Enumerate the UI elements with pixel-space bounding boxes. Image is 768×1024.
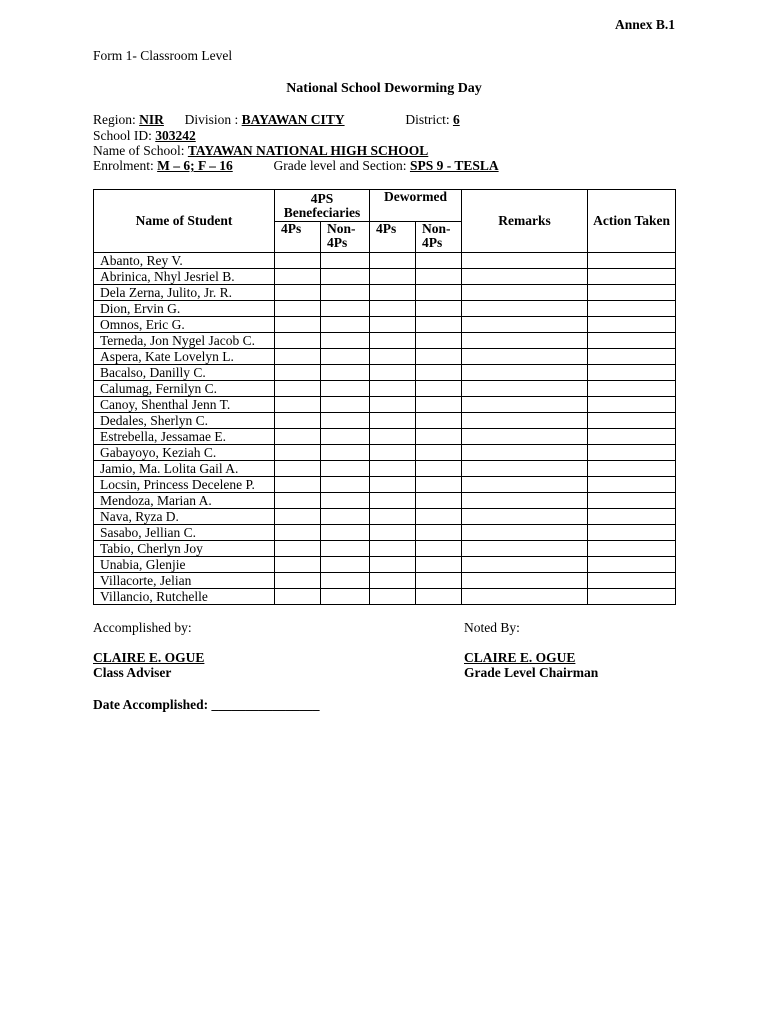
- table-row: [94, 589, 676, 605]
- table-row: [94, 317, 676, 333]
- table-row: [94, 397, 676, 413]
- beneficiary-non-4ps-cell[interactable]: [321, 509, 370, 525]
- beneficiary-non-4ps-cell[interactable]: [321, 317, 370, 333]
- table-row: [94, 285, 676, 301]
- beneficiary-4ps-cell[interactable]: [275, 557, 321, 573]
- beneficiary-4ps-cell[interactable]: [275, 333, 321, 349]
- action-taken-cell[interactable]: [588, 509, 676, 525]
- beneficiary-4ps-cell[interactable]: [275, 285, 321, 301]
- remarks-cell[interactable]: [462, 589, 588, 605]
- dewormed-non-4ps-cell[interactable]: [416, 557, 462, 573]
- table-row: [94, 381, 676, 397]
- remarks-cell[interactable]: [462, 317, 588, 333]
- remarks-cell[interactable]: [462, 301, 588, 317]
- dewormed-4ps-cell[interactable]: [370, 413, 416, 429]
- table-row: [94, 525, 676, 541]
- dewormed-4ps-cell[interactable]: [370, 333, 416, 349]
- remarks-cell[interactable]: [462, 541, 588, 557]
- table-row: [94, 429, 676, 445]
- beneficiary-4ps-cell[interactable]: [275, 525, 321, 541]
- enrolment-row: [93, 158, 499, 174]
- header-action-taken: Action Taken: [588, 190, 676, 253]
- beneficiary-non-4ps-cell[interactable]: [321, 493, 370, 509]
- student-rows: [94, 253, 676, 605]
- student-name-cell: Jamio, Ma. Lolita Gail A.: [94, 461, 275, 477]
- action-taken-cell[interactable]: [588, 541, 676, 557]
- dewormed-4ps-cell[interactable]: [370, 381, 416, 397]
- student-name-cell: Abrinica, Nhyl Jesriel B.: [94, 269, 275, 285]
- beneficiary-non-4ps-cell[interactable]: [321, 429, 370, 445]
- division-value: BAYAWAN CITY: [241, 112, 345, 127]
- student-name-cell: Calumag, Fernilyn C.: [94, 381, 275, 397]
- action-taken-cell[interactable]: [588, 413, 676, 429]
- header-student-name: Name of Student: [94, 190, 275, 253]
- remarks-cell[interactable]: [462, 333, 588, 349]
- dewormed-4ps-cell[interactable]: [370, 349, 416, 365]
- dewormed-non-4ps-cell[interactable]: [416, 269, 462, 285]
- enrolment-label: Enrolment:: [93, 158, 154, 173]
- beneficiary-4ps-cell[interactable]: [275, 365, 321, 381]
- beneficiary-non-4ps-cell[interactable]: [321, 381, 370, 397]
- action-taken-cell[interactable]: [588, 445, 676, 461]
- beneficiary-4ps-cell[interactable]: [275, 477, 321, 493]
- dewormed-non-4ps-cell[interactable]: [416, 525, 462, 541]
- beneficiary-4ps-cell[interactable]: [275, 413, 321, 429]
- beneficiary-4ps-cell[interactable]: [275, 461, 321, 477]
- enrolment-value: M – 6; F – 16: [157, 158, 233, 173]
- beneficiary-non-4ps-cell[interactable]: [321, 349, 370, 365]
- student-name-cell: Omnos, Eric G.: [94, 317, 275, 333]
- beneficiary-4ps-cell[interactable]: [275, 301, 321, 317]
- beneficiary-4ps-cell[interactable]: [275, 381, 321, 397]
- remarks-cell[interactable]: [462, 381, 588, 397]
- dewormed-non-4ps-cell[interactable]: [416, 333, 462, 349]
- student-name-cell: Canoy, Shenthal Jenn T.: [94, 397, 275, 413]
- accomplished-by-label: Accomplished by:: [93, 620, 192, 635]
- table-row: [94, 301, 676, 317]
- dewormed-4ps-cell[interactable]: [370, 525, 416, 541]
- table-row: [94, 365, 676, 381]
- beneficiary-non-4ps-cell[interactable]: [321, 541, 370, 557]
- header-beneficiaries-non-4ps: Non-4Ps: [321, 222, 370, 253]
- beneficiary-4ps-cell[interactable]: [275, 317, 321, 333]
- chairman-role: Grade Level Chairman: [464, 665, 599, 680]
- remarks-cell[interactable]: [462, 509, 588, 525]
- student-name-cell: Dela Zerna, Julito, Jr. R.: [94, 285, 275, 301]
- table-row: [94, 477, 676, 493]
- action-taken-cell[interactable]: [588, 253, 676, 269]
- beneficiary-4ps-cell[interactable]: [275, 253, 321, 269]
- table-row: [94, 333, 676, 349]
- beneficiary-4ps-cell[interactable]: [275, 589, 321, 605]
- region-value: NIR: [139, 112, 164, 127]
- remarks-cell[interactable]: [462, 525, 588, 541]
- student-name-cell: Nava, Ryza D.: [94, 509, 275, 525]
- region-label: Region:: [93, 112, 136, 127]
- action-taken-cell[interactable]: [588, 429, 676, 445]
- beneficiary-4ps-cell[interactable]: [275, 397, 321, 413]
- student-name-cell: Locsin, Princess Decelene P.: [94, 477, 275, 493]
- action-taken-cell[interactable]: [588, 557, 676, 573]
- table-row: [94, 461, 676, 477]
- dewormed-non-4ps-cell[interactable]: [416, 589, 462, 605]
- student-name-cell: Tabio, Cherlyn Joy: [94, 541, 275, 557]
- table-row: [94, 349, 676, 365]
- action-taken-cell[interactable]: [588, 317, 676, 333]
- remarks-cell[interactable]: [462, 573, 588, 589]
- dewormed-non-4ps-cell[interactable]: [416, 349, 462, 365]
- dewormed-non-4ps-cell[interactable]: [416, 541, 462, 557]
- dewormed-4ps-cell[interactable]: [370, 509, 416, 525]
- action-taken-cell[interactable]: [588, 285, 676, 301]
- dewormed-non-4ps-cell[interactable]: [416, 413, 462, 429]
- dewormed-non-4ps-cell[interactable]: [416, 573, 462, 589]
- student-name-cell: Aspera, Kate Lovelyn L.: [94, 349, 275, 365]
- beneficiary-non-4ps-cell[interactable]: [321, 269, 370, 285]
- table-row: [94, 253, 676, 269]
- annex-label: Annex B.1: [614, 17, 675, 32]
- beneficiary-non-4ps-cell[interactable]: [321, 525, 370, 541]
- dewormed-non-4ps-cell[interactable]: [416, 493, 462, 509]
- action-taken-cell[interactable]: [588, 493, 676, 509]
- student-name-cell: Bacalso, Danilly C.: [94, 365, 275, 381]
- beneficiary-non-4ps-cell[interactable]: [321, 397, 370, 413]
- remarks-cell[interactable]: [462, 413, 588, 429]
- header-beneficiaries-4ps: 4Ps: [275, 222, 321, 253]
- beneficiary-4ps-cell[interactable]: [275, 541, 321, 557]
- dewormed-4ps-cell[interactable]: [370, 285, 416, 301]
- student-name-cell: Abanto, Rey V.: [94, 253, 275, 269]
- table-row: [94, 509, 676, 525]
- action-taken-cell[interactable]: [588, 365, 676, 381]
- dewormed-4ps-cell[interactable]: [370, 557, 416, 573]
- action-taken-cell[interactable]: [588, 349, 676, 365]
- dewormed-non-4ps-cell[interactable]: [416, 285, 462, 301]
- table-row: [94, 541, 676, 557]
- header-dewormed-non-4ps: Non-4Ps: [416, 222, 462, 253]
- grade-section-value: SPS 9 - TESLA: [409, 158, 499, 173]
- beneficiary-non-4ps-cell[interactable]: [321, 573, 370, 589]
- header-remarks: Remarks: [462, 190, 588, 253]
- dewormed-non-4ps-cell[interactable]: [416, 509, 462, 525]
- date-accomplished-label: Date Accomplished:: [93, 697, 209, 712]
- student-name-cell: Unabia, Glenjie: [94, 557, 275, 573]
- table-row: [94, 413, 676, 429]
- beneficiary-non-4ps-cell[interactable]: [321, 365, 370, 381]
- grade-section-label: Grade level and Section:: [273, 158, 407, 173]
- dewormed-4ps-cell[interactable]: [370, 573, 416, 589]
- action-taken-cell[interactable]: [588, 525, 676, 541]
- school-id-label: School ID:: [93, 128, 152, 143]
- remarks-cell[interactable]: [462, 493, 588, 509]
- student-name-cell: Estrebella, Jessamae E.: [94, 429, 275, 445]
- dewormed-non-4ps-cell[interactable]: [416, 365, 462, 381]
- remarks-cell[interactable]: [462, 429, 588, 445]
- student-name-cell: Mendoza, Marian A.: [94, 493, 275, 509]
- school-name-row: [93, 143, 428, 159]
- school-name-value: TAYAWAN NATIONAL HIGH SCHOOL: [187, 143, 429, 158]
- beneficiary-4ps-cell[interactable]: [275, 573, 321, 589]
- date-accomplished-blank[interactable]: ________________: [211, 697, 320, 712]
- action-taken-cell[interactable]: [588, 589, 676, 605]
- school-id-row: [93, 128, 196, 144]
- beneficiary-non-4ps-cell[interactable]: [321, 253, 370, 269]
- remarks-cell[interactable]: [462, 253, 588, 269]
- dewormed-non-4ps-cell[interactable]: [416, 381, 462, 397]
- header-dewormed: Dewormed: [370, 190, 462, 222]
- dewormed-4ps-cell[interactable]: [370, 589, 416, 605]
- remarks-cell[interactable]: [462, 397, 588, 413]
- dewormed-non-4ps-cell[interactable]: [416, 397, 462, 413]
- adviser-role: Class Adviser: [93, 665, 172, 680]
- school-id-value: 303242: [155, 128, 196, 143]
- table-row: [94, 269, 676, 285]
- table-row: [94, 493, 676, 509]
- beneficiary-4ps-cell[interactable]: [275, 429, 321, 445]
- beneficiary-4ps-cell[interactable]: [275, 509, 321, 525]
- beneficiary-4ps-cell[interactable]: [275, 445, 321, 461]
- student-name-cell: Dion, Ervin G.: [94, 301, 275, 317]
- student-name-cell: Villancio, Rutchelle: [94, 589, 275, 605]
- table-row: [94, 445, 676, 461]
- beneficiary-non-4ps-cell[interactable]: [321, 589, 370, 605]
- action-taken-cell[interactable]: [588, 461, 676, 477]
- dewormed-non-4ps-cell[interactable]: [416, 301, 462, 317]
- dewormed-4ps-cell[interactable]: [370, 461, 416, 477]
- student-name-cell: Villacorte, Jelian: [94, 573, 275, 589]
- action-taken-cell[interactable]: [588, 573, 676, 589]
- beneficiary-4ps-cell[interactable]: [275, 349, 321, 365]
- header-dewormed-4ps: 4Ps: [370, 222, 416, 253]
- dewormed-4ps-cell[interactable]: [370, 429, 416, 445]
- beneficiary-non-4ps-cell[interactable]: [321, 477, 370, 493]
- remarks-cell[interactable]: [462, 445, 588, 461]
- dewormed-4ps-cell[interactable]: [370, 269, 416, 285]
- table-row: [94, 573, 676, 589]
- dewormed-non-4ps-cell[interactable]: [416, 461, 462, 477]
- school-name-label: Name of School:: [93, 143, 185, 158]
- remarks-cell[interactable]: [462, 461, 588, 477]
- beneficiary-non-4ps-cell[interactable]: [321, 445, 370, 461]
- dewormed-4ps-cell[interactable]: [370, 477, 416, 493]
- remarks-cell[interactable]: [462, 477, 588, 493]
- beneficiary-non-4ps-cell[interactable]: [321, 285, 370, 301]
- student-name-cell: Terneda, Jon Nygel Jacob C.: [94, 333, 275, 349]
- dewormed-4ps-cell[interactable]: [370, 445, 416, 461]
- beneficiary-non-4ps-cell[interactable]: [321, 413, 370, 429]
- adviser-name: CLAIRE E. OGUE: [93, 650, 205, 665]
- action-taken-cell[interactable]: [588, 381, 676, 397]
- beneficiary-non-4ps-cell[interactable]: [321, 461, 370, 477]
- division-label: Division :: [184, 112, 239, 127]
- header-4ps-beneficiaries: 4PS Benefeciaries: [275, 190, 370, 222]
- date-accomplished-row: [93, 697, 320, 713]
- dewormed-4ps-cell[interactable]: [370, 365, 416, 381]
- remarks-cell[interactable]: [462, 269, 588, 285]
- region-division-row: [93, 112, 460, 128]
- action-taken-cell[interactable]: [588, 397, 676, 413]
- remarks-cell[interactable]: [462, 365, 588, 381]
- noted-by-label: Noted By:: [464, 620, 520, 635]
- district-value: 6: [452, 112, 460, 127]
- table-row: [94, 557, 676, 573]
- beneficiary-non-4ps-cell[interactable]: [321, 301, 370, 317]
- student-name-cell: Dedales, Sherlyn C.: [94, 413, 275, 429]
- action-taken-cell[interactable]: [588, 477, 676, 493]
- dewormed-4ps-cell[interactable]: [370, 397, 416, 413]
- remarks-cell[interactable]: [462, 285, 588, 301]
- chairman-name: CLAIRE E. OGUE: [464, 650, 576, 665]
- dewormed-4ps-cell[interactable]: [370, 541, 416, 557]
- action-taken-cell[interactable]: [588, 333, 676, 349]
- student-deworming-table: [93, 189, 676, 605]
- dewormed-non-4ps-cell[interactable]: [416, 429, 462, 445]
- form-level-label: Form 1- Classroom Level: [93, 48, 233, 63]
- remarks-cell[interactable]: [462, 349, 588, 365]
- dewormed-non-4ps-cell[interactable]: [416, 253, 462, 269]
- dewormed-non-4ps-cell[interactable]: [416, 477, 462, 493]
- beneficiary-non-4ps-cell[interactable]: [321, 557, 370, 573]
- remarks-cell[interactable]: [462, 557, 588, 573]
- district-label: District:: [405, 112, 450, 127]
- student-name-cell: Sasabo, Jellian C.: [94, 525, 275, 541]
- beneficiary-4ps-cell[interactable]: [275, 269, 321, 285]
- action-taken-cell[interactable]: [588, 269, 676, 285]
- action-taken-cell[interactable]: [588, 301, 676, 317]
- beneficiary-non-4ps-cell[interactable]: [321, 333, 370, 349]
- dewormed-non-4ps-cell[interactable]: [416, 317, 462, 333]
- dewormed-4ps-cell[interactable]: [370, 301, 416, 317]
- dewormed-non-4ps-cell[interactable]: [416, 445, 462, 461]
- student-name-cell: Gabayoyo, Keziah C.: [94, 445, 275, 461]
- dewormed-4ps-cell[interactable]: [370, 253, 416, 269]
- beneficiary-4ps-cell[interactable]: [275, 493, 321, 509]
- dewormed-4ps-cell[interactable]: [370, 317, 416, 333]
- document-title: National School Deworming Day: [286, 81, 482, 96]
- dewormed-4ps-cell[interactable]: [370, 493, 416, 509]
